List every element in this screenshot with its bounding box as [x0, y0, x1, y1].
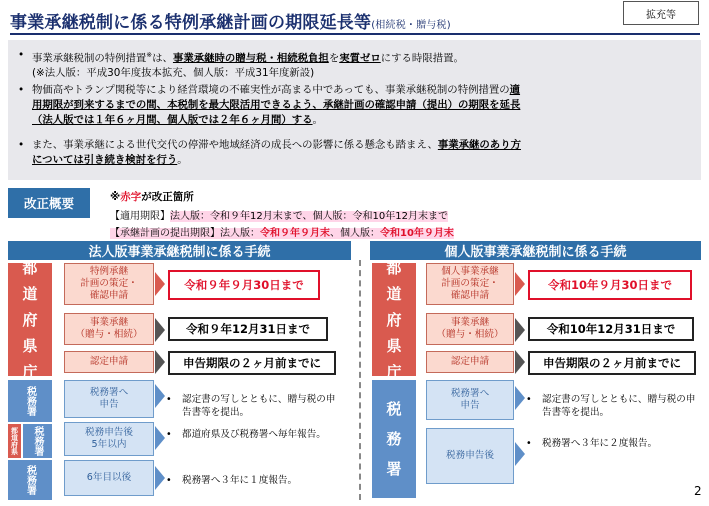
- revision-tag: 拡充等: [623, 1, 699, 25]
- page-number: 2: [694, 484, 702, 498]
- page-title: 事業承継税制に係る特例承継計画の期限延長等(相続税・贈与税): [10, 13, 451, 33]
- summary-box: [8, 40, 701, 180]
- bullet-1: • 事業承継税制の特例措置※は、事業承継時の贈与税・相続税負担を実質ゼロにする時限措置。 (※法人版：平成30年度抜本拡充、個人版：平成31年度新設): [18, 49, 464, 80]
- title-note: (相続税・贈与税): [371, 20, 451, 31]
- individual-deadline-certification: 申告期限の２ヶ月前までに: [528, 351, 696, 375]
- individual-step-succession: 事業承継 （贈与・相続）: [426, 313, 514, 345]
- corporate-desc-filing: • 認定書の写しとともに、贈与税の申告書等を提出。: [166, 394, 336, 418]
- corporate-tax-office-label-2: 税務署: [23, 424, 52, 458]
- corporate-step-succession: 事業承継 （贈与・相続）: [64, 313, 154, 345]
- bullet-3: • また、事業承継による世代交代の停滞や地域経済の成長への影響に係る懸念も踏まえ、事業承継のあり方 については引き続き検討を行う。: [18, 139, 521, 166]
- corporate-band: 法人版事業承継税制に係る手続: [8, 241, 351, 260]
- plan-deadline: 【承継計画の提出期限】法人版：令和９年９月末、個人版：令和10年９月末: [110, 228, 454, 239]
- corporate-prefecture-label: 都 道 府 県 庁: [8, 263, 52, 376]
- corporate-tax-office-label-3: 税務署: [8, 460, 52, 500]
- individual-desc-filing: • 認定書の写しとともに、贈与税の申告書等を提出。: [526, 394, 696, 418]
- application-period: 【適用期限】法人版：令和９年12月末まで、個人版：令和10年12月末まで: [110, 211, 448, 222]
- arrow-icon: [515, 318, 525, 342]
- bullet-dot: •: [18, 139, 25, 151]
- bullet-2: • 物価高やトランプ関税等により経営環境の不確実性が高まる中であっても、事業承継税制の特例措置の適 用期限が到来するまでの間、本税制を最大限活用できるよう、承継計画の確認申請（提出）の期限を延長 （法人版では１年６ヶ月間、個人版では２年６ヶ月間）する。: [18, 84, 521, 126]
- individual-step-plan: 個人事業承継 計画の策定・ 確認申請: [426, 263, 514, 305]
- arrow-icon: [155, 350, 165, 374]
- bullet-dot: •: [166, 429, 172, 440]
- corporate-deadline-succession: 令和９年12月31日まで: [168, 317, 328, 341]
- individual-deadline-plan: 令和10年９月30日まで: [528, 270, 692, 300]
- corporate-deadline-plan: 令和９年９月30日まで: [168, 270, 320, 300]
- bullet-dot: •: [526, 438, 532, 449]
- individual-tax-office-label: 税 務 署: [372, 380, 416, 498]
- corporate-desc-annual: • 都道府県及び税務署へ毎年報告。: [166, 429, 326, 440]
- arrow-icon: [155, 384, 165, 408]
- bullet-dot: •: [166, 394, 172, 405]
- bullet-dot: •: [18, 84, 25, 96]
- arrow-icon: [155, 272, 165, 296]
- individual-deadline-succession: 令和10年12月31日まで: [528, 317, 694, 341]
- arrow-icon: [515, 442, 525, 466]
- bullet-dot: •: [166, 475, 172, 486]
- corporate-step-certification: 認定申請: [64, 351, 154, 373]
- corporate-step-plan: 特例承継 計画の策定・ 確認申請: [64, 263, 154, 305]
- arrow-icon: [515, 350, 525, 374]
- individual-step-filing: 税務署へ 申告: [426, 380, 514, 420]
- arrow-icon: [515, 272, 525, 296]
- title-underline: [10, 33, 700, 35]
- corporate-desc-later: • 税務署へ３年に１度報告。: [166, 475, 298, 486]
- arrow-icon: [155, 466, 165, 490]
- column-divider: [359, 260, 361, 500]
- arrow-icon: [155, 426, 165, 450]
- individual-step-certification: 認定申請: [426, 351, 514, 373]
- arrow-icon: [155, 318, 165, 342]
- corporate-step-sixth-year: 6年目以後: [64, 460, 154, 496]
- corporate-prefecture-small: 都道府県: [8, 424, 21, 458]
- corporate-step-five-years: 税務申告後 5年以内: [64, 422, 154, 456]
- individual-prefecture-label: 都 道 府 県 庁: [372, 263, 416, 376]
- corporate-step-filing: 税務署へ 申告: [64, 380, 154, 418]
- arrow-icon: [515, 386, 525, 410]
- bullet-dot: •: [526, 394, 532, 405]
- individual-band: 個人版事業承継税制に係る手続: [370, 241, 701, 260]
- individual-desc-report: • 税務署へ３年に２度報告。: [526, 438, 658, 449]
- corporate-tax-office-label-1: 税務署: [8, 380, 52, 422]
- corporate-deadline-certification: 申告期限の２ヶ月前までに: [168, 351, 336, 375]
- individual-step-after-filing: 税務申告後: [426, 428, 514, 484]
- bullet-dot: •: [18, 49, 25, 61]
- overview-label: 改正概要: [8, 188, 90, 218]
- revision-note: ※赤字が改正箇所: [110, 191, 194, 203]
